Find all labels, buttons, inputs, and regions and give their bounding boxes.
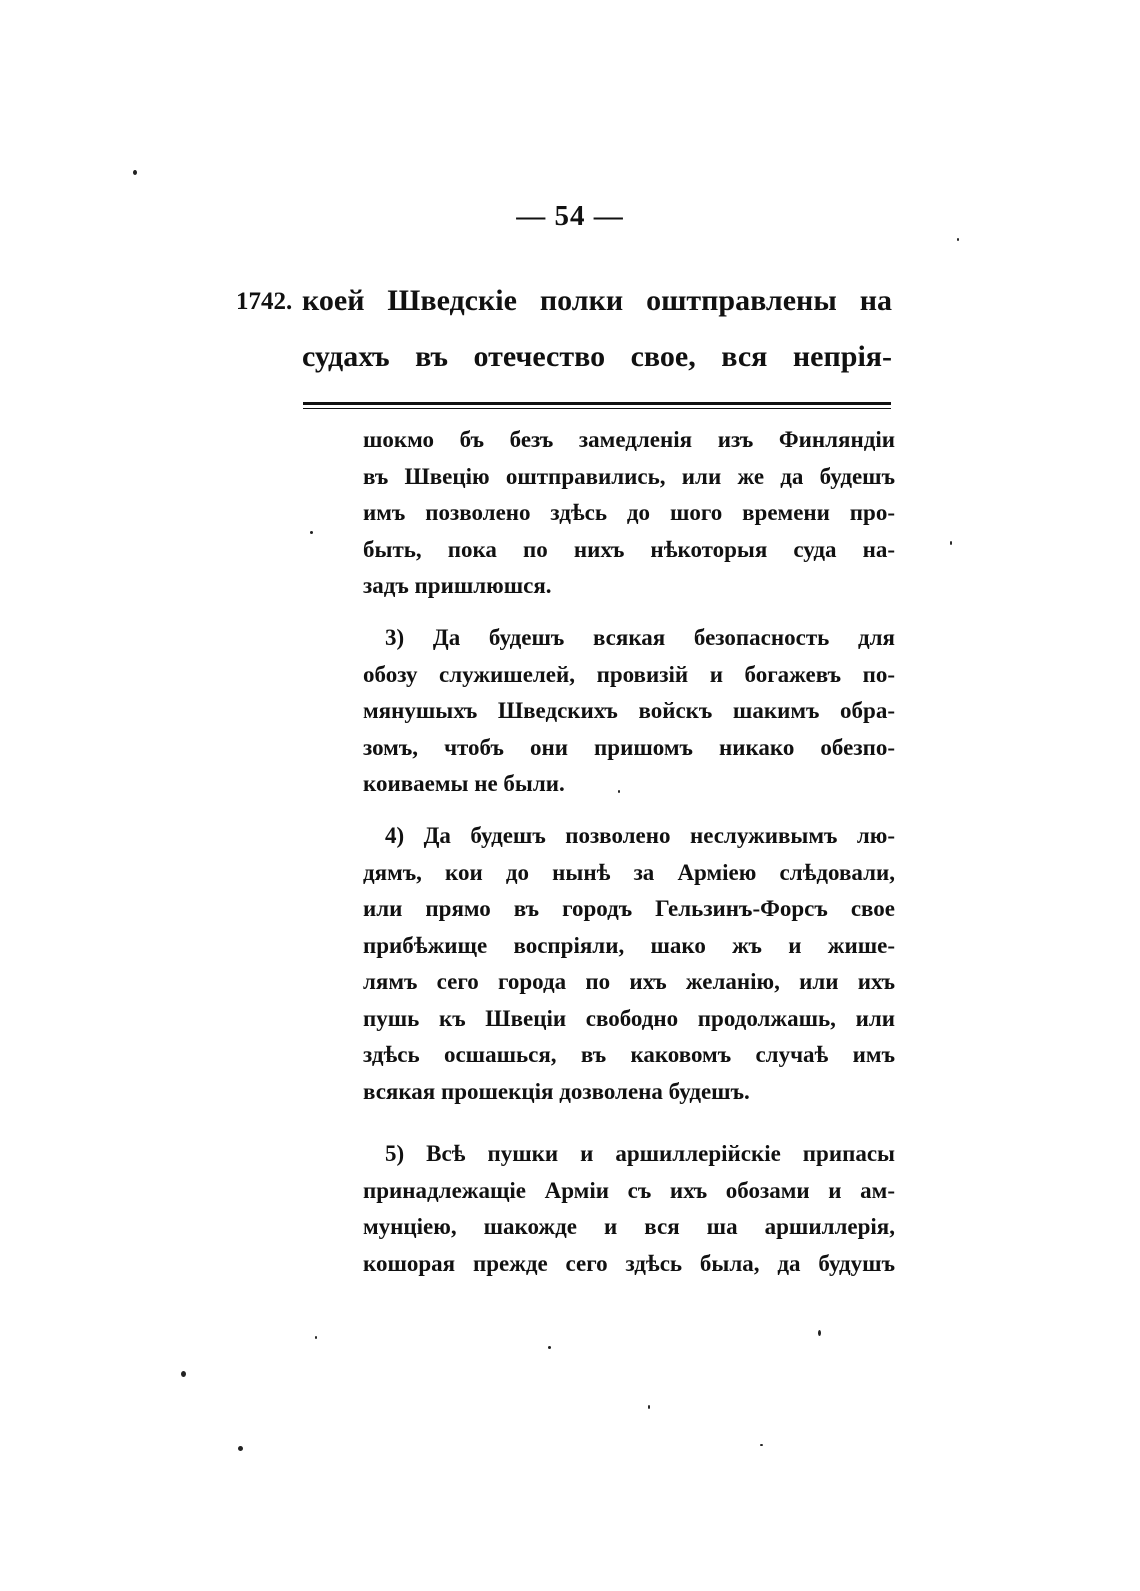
main-text-line-2: судахъ въ отечество свое, вся непрія- — [302, 340, 892, 373]
note-line: здѣсь осшашься, въ каковомъ случаѣ имъ — [363, 1042, 895, 1067]
scan-speck — [618, 790, 620, 793]
note-line: 4) Да будешъ позволено неслуживымъ лю- — [385, 823, 895, 848]
scan-speck — [548, 1346, 551, 1349]
scan-speck — [950, 541, 952, 545]
note-line: лямъ сего города по ихъ желанію, или ихъ — [363, 969, 895, 994]
main-text-line-1: коей Шведскіе полки оштправлены на — [302, 284, 892, 317]
scan-speck — [957, 238, 959, 241]
note-line: кошорая прежде сего здѣсь была, да будушъ — [363, 1250, 895, 1276]
note-block-4 — [363, 818, 895, 1110]
scan-speck — [181, 1371, 186, 1377]
year-marginal: 1742. — [236, 288, 293, 315]
note-line: зомъ, чтобъ они пришомъ никако обезпо- — [363, 734, 895, 760]
note-line: быть, пока по нихъ нѣкоторыя суда на- — [363, 536, 895, 562]
scan-speck — [133, 170, 137, 175]
note-line: принадлежащіе Арміи съ ихъ обозами и ам- — [363, 1177, 895, 1203]
note-line: 5) Всѣ пушки и аршиллерійскіе припасы — [385, 1141, 895, 1166]
note-block-3 — [363, 620, 895, 803]
scan-speck — [315, 1336, 317, 1339]
page-number: — 54 — — [516, 200, 624, 232]
note-line: коиваемы не были. — [363, 771, 565, 796]
note-line: дямъ, кои до нынѣ за Арміею слѣдовали, — [363, 859, 895, 885]
note-block-1 — [363, 422, 895, 605]
note-line: мянушыхъ Шведскихъ войскъ шакимъ обра- — [363, 698, 895, 723]
note-line: обозу служишелей, провизій и богажевъ по- — [363, 661, 895, 687]
note-block-5 — [363, 1136, 895, 1282]
note-line: или прямо въ городъ Гельзинъ-Форсъ свое — [363, 896, 895, 921]
scan-speck — [760, 1444, 763, 1446]
scan-speck — [818, 1330, 821, 1336]
note-line: шокмо бъ безъ замедленія изъ Финляндіи — [363, 427, 895, 452]
note-line: мунціею, шакожде и вся ша аршиллерія, — [363, 1214, 895, 1239]
scan-speck — [648, 1405, 650, 1409]
scan-speck — [310, 531, 313, 534]
note-line: всякая прошекція дозволена будешъ. — [363, 1078, 750, 1104]
note-line: прибѣжище воспріяли, шако жъ и жише- — [363, 932, 895, 958]
scan-speck — [238, 1446, 243, 1451]
note-line: 3) Да будешъ всякая безопасность для — [385, 625, 895, 650]
note-line: задъ пришлюшся. — [363, 573, 552, 598]
footnote-rule — [303, 402, 891, 405]
note-line: имъ позволено здѣсь до шого времени про- — [363, 500, 895, 525]
note-line: пушь къ Швеціи свободно продолжашь, или — [363, 1005, 895, 1031]
note-line: въ Швецію оштправились, или же да будешъ — [363, 463, 895, 489]
